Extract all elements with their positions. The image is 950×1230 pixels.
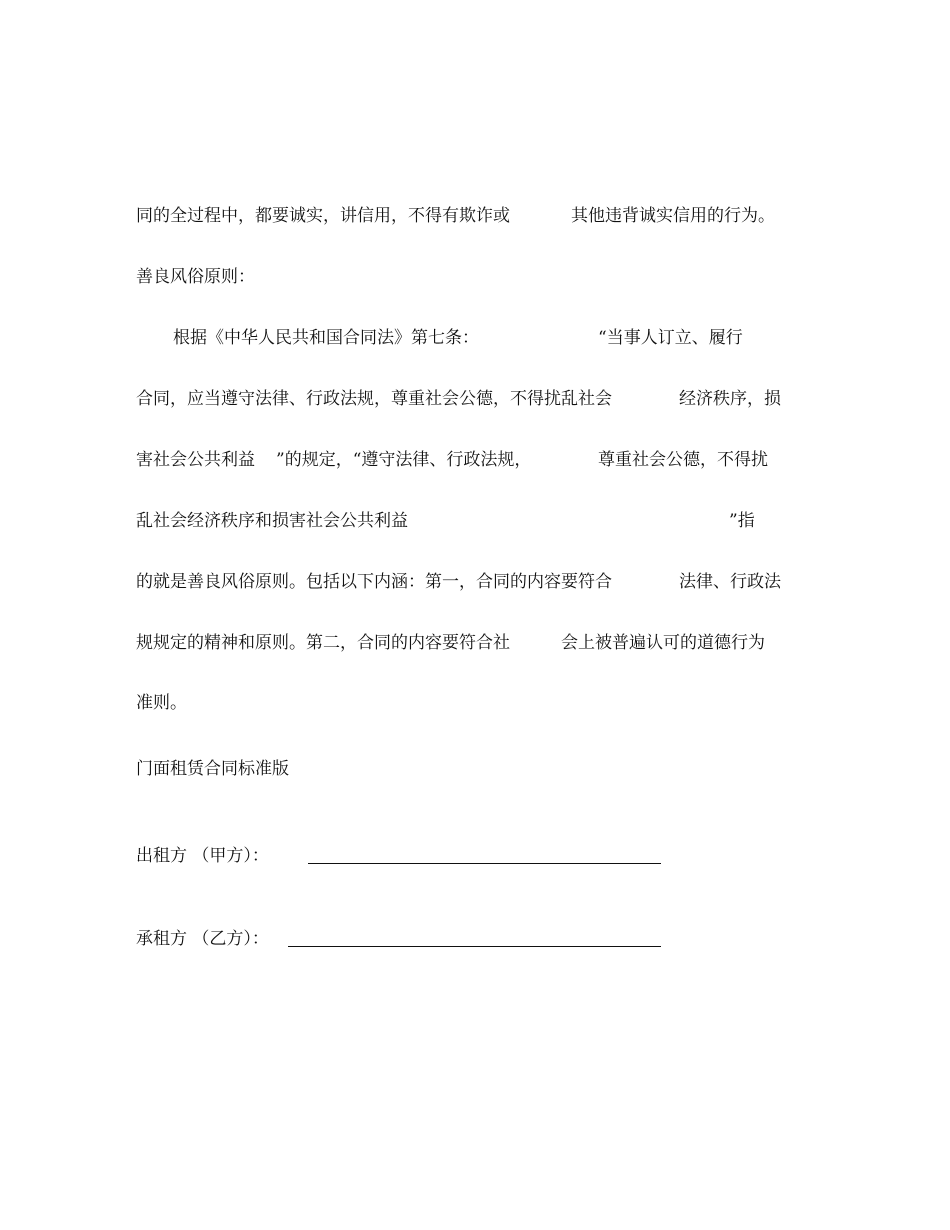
text-segment: 善良风俗原则： [136, 267, 255, 287]
text-segment: ”的规定，“遵守法律、行政法规， [276, 450, 532, 470]
text-segment: 经济秩序，损 [679, 389, 781, 409]
lessor-field [136, 845, 269, 933]
lessee-label: 承租方 （乙方）： [136, 929, 269, 949]
lessor-label: 出租方 （甲方）： [136, 846, 269, 866]
text-segment: 法律、行政法 [679, 572, 781, 592]
contract-title-text: 门面租赁合同标准版 [136, 759, 289, 779]
section-heading [136, 266, 255, 332]
lessee-field [136, 928, 269, 1016]
text-segment: 同的全过程中，都要诚实，讲信用，不得有欺诈或 [136, 206, 510, 226]
text-segment: “当事人订立、履行 [598, 328, 743, 348]
text-segment: 尊重社会公德，不得扰 [598, 450, 768, 470]
paragraph-line-9 [136, 692, 187, 758]
contract-title [136, 758, 289, 824]
text-segment: ”指 [729, 511, 755, 531]
lessor-blank-line[interactable] [308, 845, 661, 864]
lessee-blank-line[interactable] [288, 928, 661, 947]
text-segment: 的就是善良风俗原则。包括以下内涵：第一，合同的内容要符合 [136, 572, 612, 592]
text-segment: 合同，应当遵守法律、行政法规，尊重社会公德，不得扰乱社会 [136, 389, 612, 409]
text-segment: 准则。 [136, 693, 187, 713]
text-segment: 乱社会经济秩序和损害社会公共利益 [136, 511, 408, 531]
text-segment: 根据《中华人民共和国合同法》第七条： [173, 328, 479, 348]
text-segment: 其他违背诚实信用的行为。 [571, 206, 775, 226]
text-segment: 规规定的精神和原则。第二，合同的内容要符合社 [136, 633, 510, 653]
text-segment: 害社会公共利益 [136, 450, 255, 470]
text-segment: 会上被普遍认可的道德行为 [561, 633, 765, 653]
